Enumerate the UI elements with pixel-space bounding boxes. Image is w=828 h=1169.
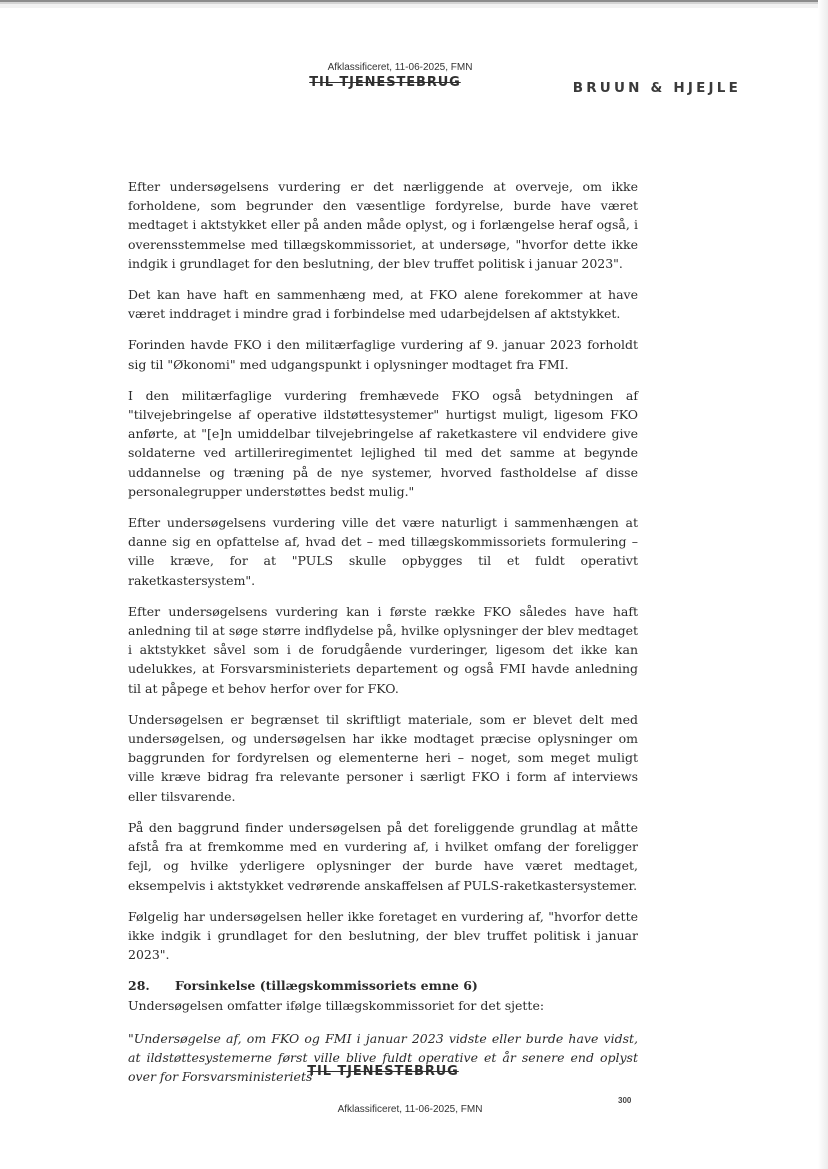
paragraph: Efter undersøgelsens vurdering kan i første række FKO således have haft anledning til at søge større indflydelse på, hvilke oplysninger der blev medtaget i aktstykket såvel som i de forudgående vurderinger, ligesom det ikke kan udelukkes, at Forsvarsministeriets departement og også FMI havde anledning til at påpege et behov herfor over for FKO. [128, 603, 638, 696]
firm-logo: BRUUN & HJEJLE [572, 80, 741, 96]
classification-marking-bottom: TIL TJENESTEBRUG [307, 1064, 459, 1079]
section-title: Forsinkelse (tillægskommissoriets emne 6) [175, 978, 478, 994]
paragraph: Efter undersøgelsens vurdering er det nærliggende at overveje, om ikke forholdene, som begrunder den væsentlige fordyrelse, burde have været medtaget i aktstykket eller på anden måde oplyst, og i forlængelse heraf også, i overensstemmelse med tillægskommissoriet, at undersøge, "hvorfor dette ikke indgik i grundlaget for den beslutning, der blev truffet politisk i januar 2023". [128, 179, 638, 271]
section-lead: Undersøgelsen omfatter ifølge tillægskommissoriet for det sjette: [128, 997, 545, 1013]
paragraph: Efter undersøgelsens vurdering ville det være naturligt i sammenhængen at danne sig en opfattelse af, hvad det – med tillægskommissoriets formulering – ville kræve, for at "PULS skulle opbygges til et fuldt operativt raketkastersystem". [128, 515, 638, 588]
section-heading [128, 976, 638, 995]
declassification-stamp-bottom: Afklassificeret, 11-06-2025, FMN [337, 1104, 483, 1115]
section-number: 28. [128, 978, 150, 994]
classification-marking-top: TIL TJENESTEBRUG [309, 75, 461, 90]
paragraph: Forinden havde FKO i den militærfaglige vurdering af 9. januar 2023 forholdt sig til "Økonomi" med udgangspunkt i oplysninger modtaget fra FMI. [128, 337, 638, 372]
paragraph: Det kan have haft en sammenhæng med, at FKO alene forekommer at have været inddraget i mindre grad i forbindelse med udarbejdelsen af aktstykket. [128, 287, 638, 322]
commission-quote: "Undersøgelse af, om FKO og FMI i januar 2023 vidste eller burde have vidst, at ildstøttesystemerne først ville blive fuldt operative et år senere end oplyst over for Forsvarsministeriets [128, 1030, 638, 1085]
scan-right-edge [818, 0, 828, 1169]
paragraph: På den baggrund finder undersøgelsen på det foreliggende grundlag at måtte afstå fra at fremkomme med en vurdering af, i hvilket omfang der foreligger fejl, og hvilke yderligere oplysninger der burde have været medtaget, eksempelvis i aktstykket vedrørende anskaffelsen af PULS-raketkastersystemer. [128, 819, 638, 893]
paragraph: Følgelig har undersøgelsen heller ikke foretaget en vurdering af, "hvorfor dette ikke indgik i grundlaget for den beslutning, der blev truffet politisk i januar 2023". [128, 908, 638, 963]
scan-top-edge [0, 0, 828, 18]
page-number: 300 [618, 1096, 632, 1105]
declassification-stamp-top: Afklassificeret, 11-06-2025, FMN [327, 62, 473, 73]
paragraph: I den militærfaglige vurdering fremhævede FKO også betydningen af "tilvejebringelse af operative ildstøttesystemer" hurtigst muligt, ligesom FKO anførte, at "[e]n umiddelbar tilvejebringelse af raketkastere vil endvidere give soldaterne ved artilleriregimentet lejlighed til med det samme at begynde uddannelse og træning på de nye systemer, hvorved fastholdelse af disse personalegrupper understøttes bedst mulig." [128, 387, 638, 499]
document-body [128, 177, 638, 1098]
paragraph: Undersøgelsen er begrænset til skriftligt materiale, som er blevet delt med undersøgelsen, og undersøgelsen har ikke modtaget præcise oplysninger om baggrunden for fordyrelsen og elementerne heri – noget, som meget muligt ville kræve bidrag fra relevante personer i særligt FKO i form af interviews eller tilsvarende. [128, 711, 638, 804]
